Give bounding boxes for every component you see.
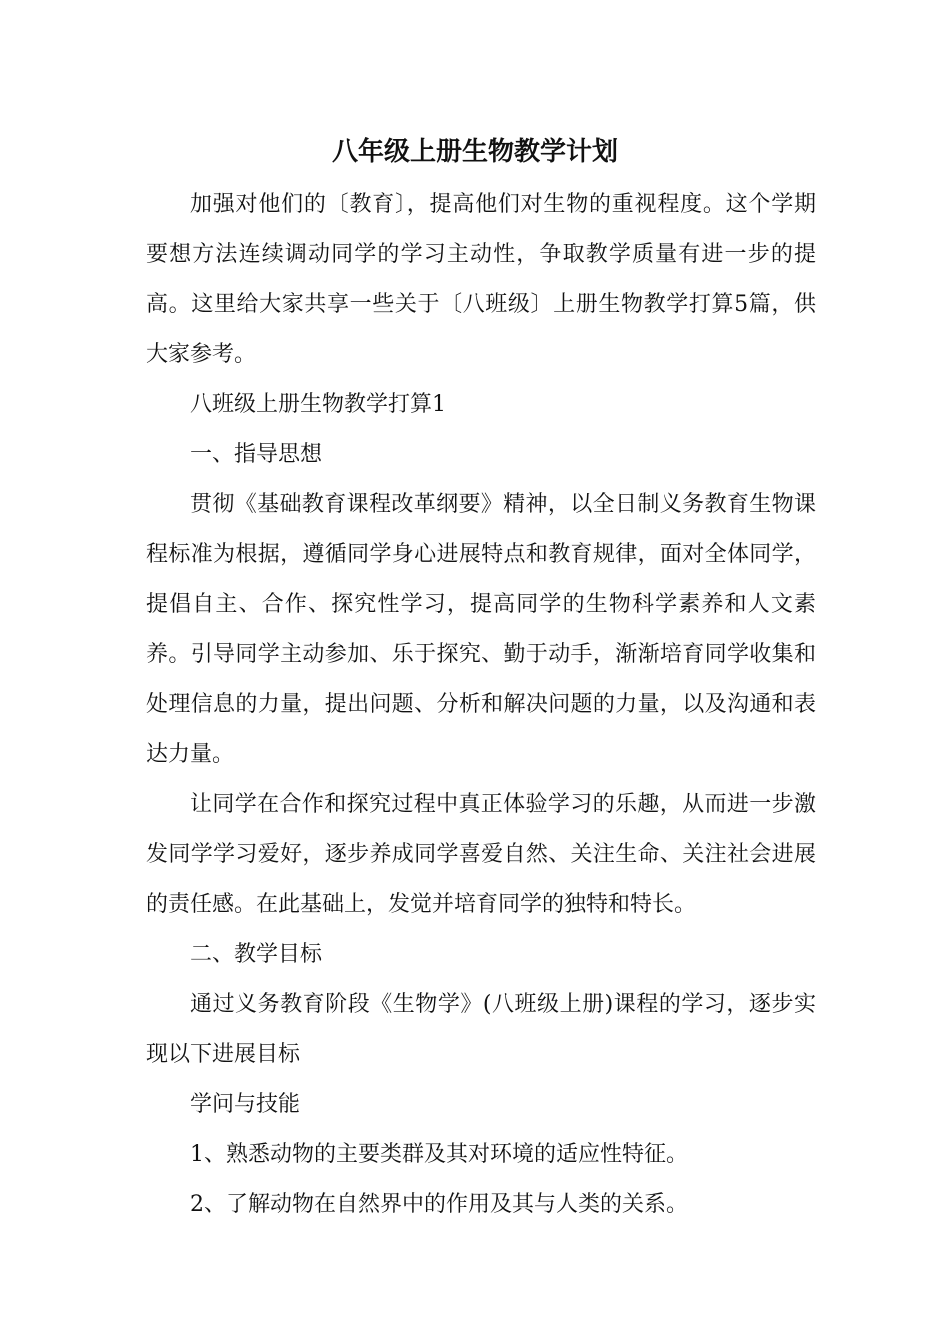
guiding-thought-heading: 一、指导思想 [190, 442, 323, 467]
document-body [146, 180, 816, 1230]
intro-paragraph: 加强对他们的〔教育〕，提高他们对生物的重视程度。这个学期要想方法连续调动同学的学习主动性，争取教学质量有进一步的提高。这里给大家共享一些关于〔八班级〕上册生物教学打算5篇，供大家参考。 [146, 192, 816, 367]
learning-interest-paragraph: 让同学在合作和探究过程中真正体验学习的乐趣，从而进一步激发同学学习爱好，逐步养成同学喜爱自然、关注生命、关注社会进展的责任感。在此基础上，发觉并培育同学的独特和特长。 [146, 792, 816, 917]
knowledge-skill-heading: 学问与技能 [190, 1092, 301, 1117]
goal-item-1: 1、熟悉动物的主要类群及其对环境的适应性特征。 [190, 1142, 688, 1167]
section-plan-heading: 八班级上册生物教学打算1 [190, 392, 446, 417]
document-title: 八年级上册生物教学计划 [331, 137, 618, 167]
guiding-thought-paragraph: 贯彻《基础教育课程改革纲要》精神，以全日制义务教育生物课程标准为根据，遵循同学身心进展特点和教育规律，面对全体同学，提倡自主、合作、探究性学习，提高同学的生物科学素养和人文素养。引导同学主动参加、乐于探究、勤于动手，渐渐培育同学收集和处理信息的力量，提出问题、分析和解决问题的力量，以及沟通和表达力量。 [146, 492, 816, 767]
teaching-goal-heading: 二、教学目标 [190, 942, 323, 967]
teaching-goal-paragraph: 通过义务教育阶段《生物学》(八班级上册)课程的学习，逐步实现以下进展目标 [146, 992, 816, 1067]
goal-item-2: 2、了解动物在自然界中的作用及其与人类的关系。 [190, 1192, 688, 1217]
